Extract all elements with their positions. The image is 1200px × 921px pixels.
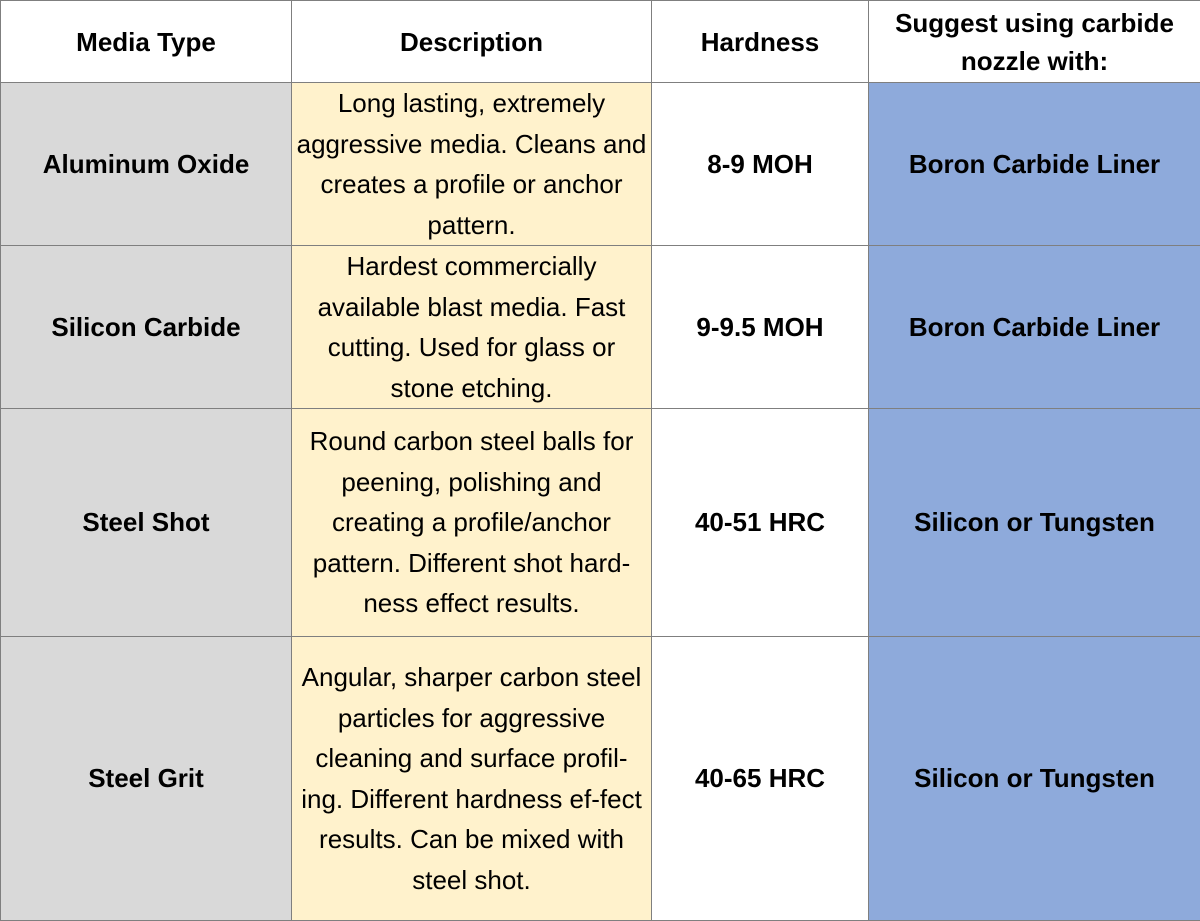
- description-cell: Hardest commercially available blast media. Fast cutting. Used for glass or stone etching.: [292, 246, 652, 409]
- media-type-cell: Aluminum Oxide: [1, 83, 292, 246]
- nozzle-cell: Boron Carbide Liner: [869, 83, 1200, 246]
- nozzle-cell: Silicon or Tungsten: [869, 637, 1200, 921]
- hardness-cell: 40-51 HRC: [652, 409, 869, 637]
- header-nozzle: Suggest using carbide nozzle with:: [869, 1, 1200, 83]
- description-cell: Angular, sharper carbon steel particles for aggressive cleaning and surface profil-ing. Different hardness ef-fect results. Can be mixed with steel shot.: [292, 637, 652, 921]
- description-cell: Round carbon steel balls for peening, polishing and creating a profile/anchor pattern. Different shot hard-ness effect results.: [292, 409, 652, 637]
- hardness-cell: 8-9 MOH: [652, 83, 869, 246]
- table-row: [1, 637, 1200, 921]
- description-cell: Long lasting, extremely aggressive media. Cleans and creates a profile or anchor pattern.: [292, 83, 652, 246]
- table-row: [1, 409, 1200, 637]
- nozzle-cell: Silicon or Tungsten: [869, 409, 1200, 637]
- media-type-cell: Silicon Carbide: [1, 246, 292, 409]
- hardness-cell: 40-65 HRC: [652, 637, 869, 921]
- header-row: [1, 1, 1200, 83]
- hardness-cell: 9-9.5 MOH: [652, 246, 869, 409]
- nozzle-cell: Boron Carbide Liner: [869, 246, 1200, 409]
- header-hardness: Hardness: [652, 1, 869, 83]
- header-description: Description: [292, 1, 652, 83]
- media-type-cell: Steel Shot: [1, 409, 292, 637]
- header-media-type: Media Type: [1, 1, 292, 83]
- media-type-cell: Steel Grit: [1, 637, 292, 921]
- table-row: [1, 246, 1200, 409]
- table-row: [1, 83, 1200, 246]
